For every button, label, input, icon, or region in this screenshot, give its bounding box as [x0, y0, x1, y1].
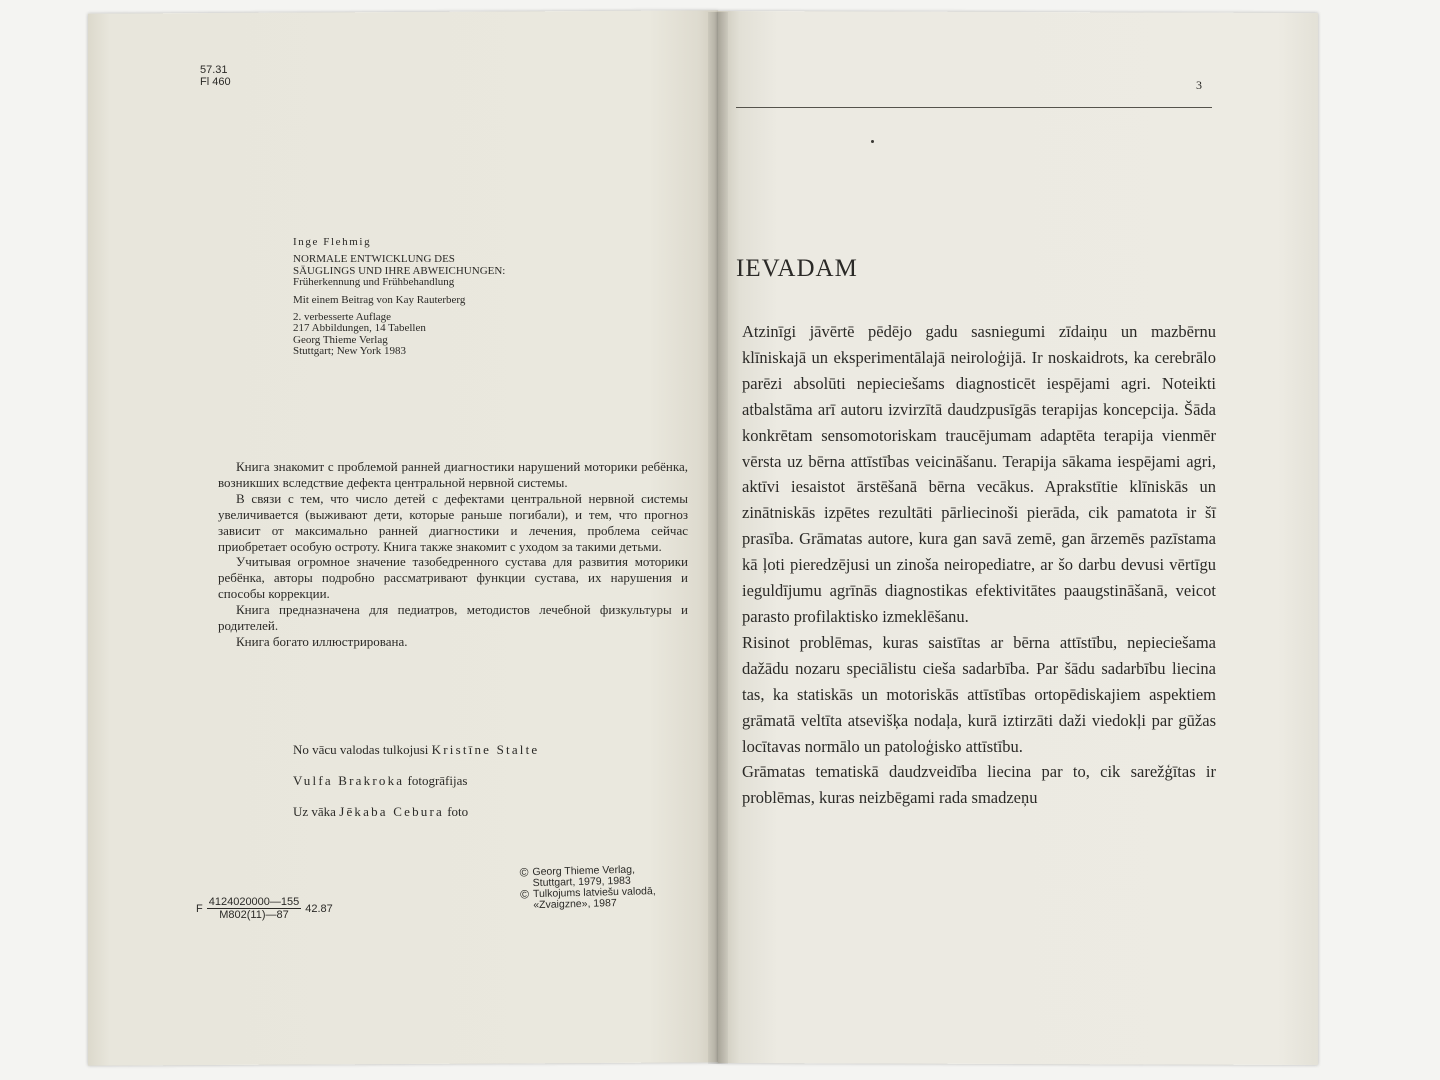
publisher-index [196, 896, 333, 921]
index-numerator: 4124020000—155 [208, 896, 300, 908]
chapter-heading: IEVADAM [736, 255, 858, 282]
credit-name: Kristīne Stalte [431, 742, 540, 757]
open-book [88, 12, 1328, 1064]
original-title-line: SÄUGLINGS UND IHRE ABWEICHUNGEN: [293, 264, 506, 277]
index-price: 42.87 [305, 902, 333, 915]
annotation-paragraph: Книга предназначена для педиатров, методистов лечебной физкультуры и родителей. [218, 602, 688, 634]
print-speck [871, 140, 874, 143]
copyright-symbol: © [519, 887, 530, 902]
credit-name: Jēkaba Cebura [339, 804, 444, 819]
body-paragraph: Grāmatas tematiskā daudzveidība liecina par to, cik sarežģītas ir problēmas, kuras neizbēgami rada smadzeņu [742, 762, 1216, 808]
credit-prefix: Uz vāka [293, 804, 340, 819]
copyright-line: Stuttgart, 1979, 1983 [532, 874, 631, 890]
index-letter: F [196, 902, 203, 915]
annotation-paragraph: В связи с тем, что число детей с дефектами центральной нервной системы увеличивается (выживают дети, которые раньше погибали), и тем, что прогноз зависит от максимально ранней диагностики и лечения, проблема сейчас приобретает особую остроту. Книга также знакомит с уходом за такими детьми. [218, 490, 688, 554]
body-paragraph: Atzinīgi jāvērtē pēdējo gadu sasniegumi zīdaiņu un mazbērnu klīniskajā un eksperimentālajā neiroloģijā. Ir noskaidrots, ka cerebrālo parēzi absolūti nepieciešams diagnosticēt iespējami agri. Noteikti atbalstāma arī autoru izvirzītā daudzpusīgās terapijas koncepcija. Šāda konkrētam sensomotoriskam traucējumam adaptēta terapija vienmēr vērsta uz bērna attīstības veicināšanu. Terapija sākama iespējami agri, aktīvi iesaistot ārstēšanā bērna vecākus. Aprakstītie klīniskās un zinātniskās izpētes rezultāti pārliecinoši pierāda, cik pamatota ir šī prasība. Grāmatas autore, kura gan savā zemē, gan ārzemēs pazīstama kā ļoti pieredzējusi un zinoša neiropediatre, ar šo darbu devusi vērtīgu ieguldījumu agrīnās diagnostikas efektivitātes paaugstināšanā, veicot parasto profilaktisko izmeklēšanu. [742, 322, 1216, 626]
credit-suffix: foto [443, 804, 469, 819]
annotation-paragraph: Книга знакомит с проблемой ранней диагностики нарушений моторики ребёнка, возникших вследствие дефекта центральной нервной системы. [218, 459, 688, 490]
edition-line: 2. verbesserte Auflage [293, 311, 392, 324]
annotation-paragraph: Учитывая огромное значение тазобедренного сустава для развития моторики ребёнка, авторы подробно рассматривают функции сустава, их нарушения и способы коррекции. [218, 554, 688, 602]
credit-suffix: fotogrāfijas [404, 773, 468, 788]
contribution-note: Mit einem Beitrag von Kay Rauterberg [293, 293, 466, 306]
edition-line: Georg Thieme Verlag [293, 333, 388, 346]
photo-credit [293, 765, 539, 796]
credits-block [293, 734, 539, 827]
copyright-block [519, 863, 720, 912]
translator-credit [293, 734, 539, 765]
copyright-line: Tulkojums latviešu valodā, [532, 885, 656, 901]
edition-line: Stuttgart; New York 1983 [293, 345, 407, 358]
copyright-symbol: © [519, 865, 529, 880]
copyright-line: «Zvaigzne», 1987 [533, 897, 617, 912]
copyright-line: Georg Thieme Verlag, [532, 863, 636, 879]
body-paragraph: Risinot problēmas, kuras saistītas ar bērna attīstību, nepieciešama dažādu nozaru speciālistu cieša sadarbība. Par šādu sadarbību liecina tas, ka statiskās un motoriskās attīstības ortopēdiskajiem aspektiem grāmatā veltīta atsevišķa nodaļa, kurā iztirzāti daži viedokļi par gūžas locītavas normālo un patoloģisko attīstību. [742, 632, 1216, 756]
original-title-line: NORMALE ENTWICKLUNG DES [293, 253, 455, 266]
call-number-line: 57.31 [200, 64, 228, 76]
page-number: 3 [1196, 78, 1202, 92]
credit-prefix: No vācu valodas tulkojusi [293, 742, 432, 757]
russian-annotation [218, 459, 688, 650]
call-number [200, 64, 231, 88]
latvian-body-text [742, 319, 1216, 811]
author: Inge Flehmig [293, 236, 372, 248]
bibliographic-block [293, 237, 623, 358]
cover-credit [293, 796, 539, 827]
annotation-paragraph: Книга богато иллюстрирована. [236, 633, 408, 649]
original-subtitle: Früherkennung und Frühbehandlung [293, 276, 455, 289]
header-rule [736, 107, 1212, 108]
index-fraction [207, 896, 302, 921]
index-denominator: M802(11)—87 [219, 909, 289, 921]
call-number-line: Fl 460 [200, 76, 231, 88]
edition-line: 217 Abbildungen, 14 Tabellen [293, 322, 426, 335]
credit-name: Vulfa Brakroka [293, 773, 405, 788]
